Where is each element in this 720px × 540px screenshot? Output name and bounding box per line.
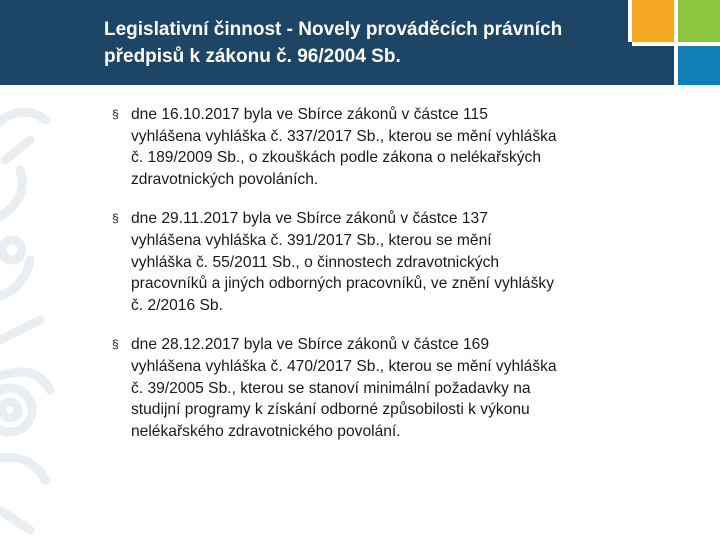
list-item-line: nelékařského zdravotnického povolání. xyxy=(131,422,401,440)
list-item xyxy=(112,208,632,316)
list-item-line: vyhlášena vyhláška č. 337/2017 Sb., kterou se mění vyhláška xyxy=(131,127,557,145)
list-item xyxy=(112,334,632,442)
list-item-line: studijní programy k získání odborné způsobilosti k výkonu xyxy=(131,401,530,419)
title-line-1: Legislativní činnost - Novely prováděcích právních xyxy=(104,19,563,40)
list-item-line: č. 39/2005 Sb., kterou se stanoví minimální požadavky na xyxy=(131,379,531,397)
list-item xyxy=(112,104,632,190)
list-item-line: dne 29.11.2017 byla ve Sbírce zákonů v částce 137 xyxy=(131,210,488,228)
list-item-line: vyhlášena vyhláška č. 470/2017 Sb., kterou se mění vyhláška xyxy=(131,357,557,375)
bullet-marker: § xyxy=(112,107,119,121)
bullet-marker: § xyxy=(112,337,119,352)
list-item-line: dne 28.12.2017 byla ve Sbírce zákonů v částce 169 xyxy=(131,336,490,354)
list-item-line: dne 16.10.2017 byla ve Sbírce zákonů v částce 115 xyxy=(131,106,488,123)
blue-tile xyxy=(678,46,720,85)
header-band xyxy=(0,0,720,85)
green-tile xyxy=(678,0,720,42)
bullet-list xyxy=(112,104,632,460)
list-item-line: č. 2/2016 Sb. xyxy=(131,296,223,314)
list-item-line: vyhlášena vyhláška č. 391/2017 Sb., kterou se mění xyxy=(131,231,492,249)
list-item-line: č. 189/2009 Sb., o zkouškách podle zákona o nelékařských xyxy=(131,149,542,167)
list-item-line: vyhláška č. 55/2011 Sb., o činnostech zdravotnických xyxy=(131,253,500,271)
page-title xyxy=(104,16,624,70)
orange-tile xyxy=(632,0,674,42)
tile-divider xyxy=(628,0,632,42)
title-line-2: předpisů k zákonu č. 96/2004 Sb. xyxy=(104,46,401,67)
list-item-line: zdravotnických povoláních. xyxy=(131,170,319,188)
tile-divider xyxy=(632,42,720,46)
bullet-marker: § xyxy=(112,211,119,226)
list-item-line: pracovníků a jiných odborných pracovníků, ve znění vyhlášky xyxy=(131,275,554,293)
watermark-logo-icon xyxy=(0,90,80,540)
